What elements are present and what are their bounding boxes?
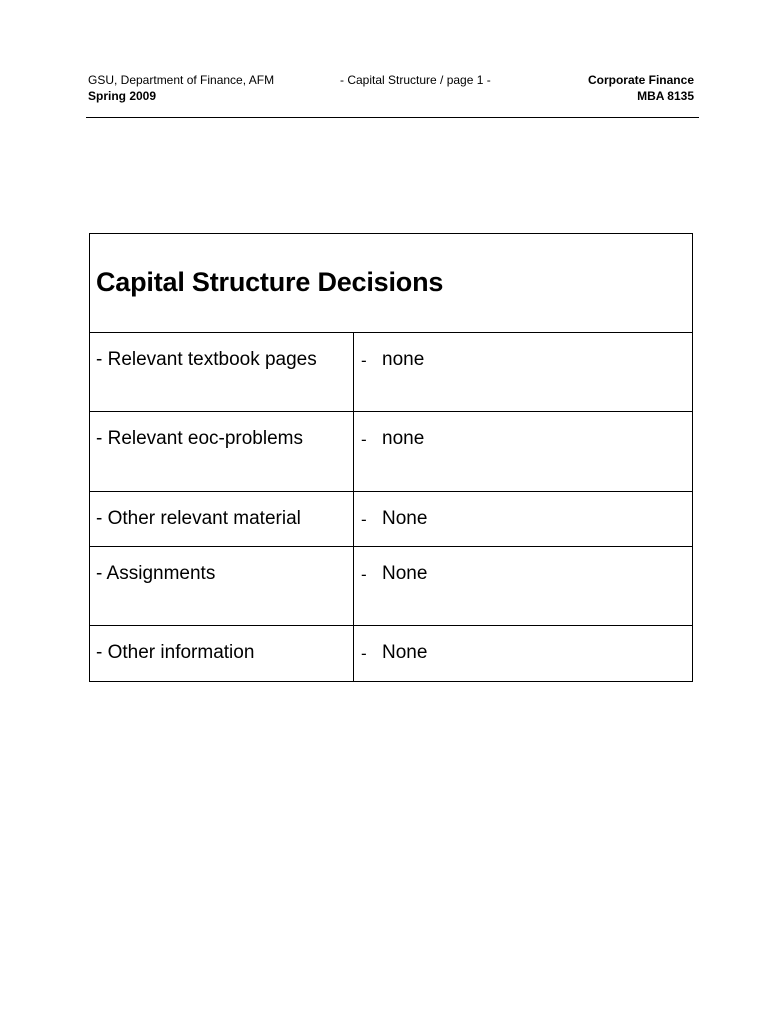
row-dash: - [361, 510, 367, 529]
table-row [90, 626, 692, 681]
row-label-cell [90, 626, 354, 681]
row-dash: - [361, 351, 367, 370]
department-text: GSU, Department of Finance, AFM [88, 73, 275, 87]
row-label: - Relevant textbook pages [96, 349, 317, 370]
row-label-cell [90, 547, 354, 625]
row-value: none [382, 349, 425, 370]
info-table [89, 233, 693, 682]
row-value: None [382, 508, 428, 529]
row-value: None [382, 642, 428, 663]
row-dash: - [361, 565, 367, 584]
page-indicator: - Capital Structure / page 1 - [340, 73, 491, 87]
table-row [90, 412, 692, 492]
course-code: MBA 8135 [637, 89, 694, 103]
table-row [90, 333, 692, 412]
header-divider [86, 117, 699, 118]
row-dash: - [361, 430, 367, 449]
table-title-row [90, 234, 692, 333]
page-title: Capital Structure Decisions [96, 267, 444, 297]
page-header [88, 72, 694, 112]
row-dash: - [361, 644, 367, 663]
header-left [88, 72, 274, 104]
table-row [90, 547, 692, 626]
row-label: - Relevant eoc-problems [96, 428, 303, 449]
row-label-cell [90, 492, 354, 546]
header-right [588, 72, 694, 104]
course-title: Corporate Finance [587, 73, 694, 87]
row-label: - Other relevant material [96, 508, 301, 529]
row-label: - Other information [96, 642, 255, 663]
table-row [90, 492, 692, 547]
row-label-cell [90, 412, 354, 491]
term-text: Spring 2009 [88, 89, 157, 103]
row-value: None [382, 563, 428, 584]
row-label: - Assignments [96, 563, 216, 584]
row-value: none [382, 428, 425, 449]
row-label-cell [90, 333, 354, 411]
